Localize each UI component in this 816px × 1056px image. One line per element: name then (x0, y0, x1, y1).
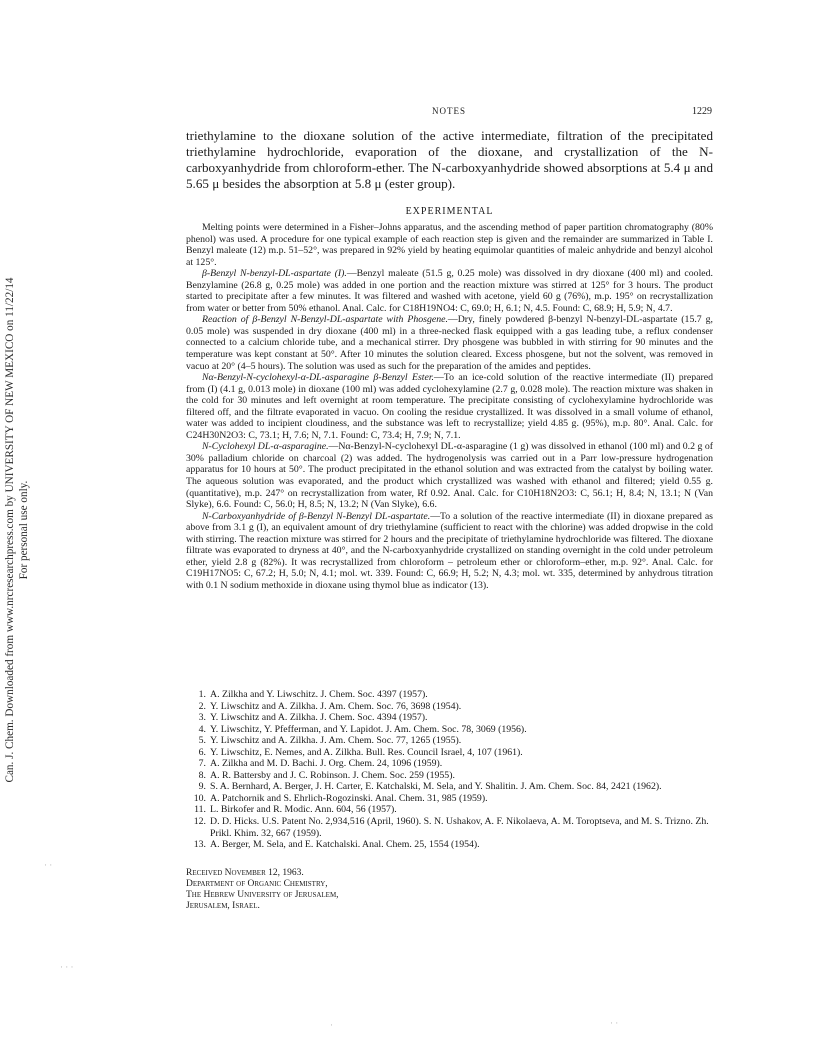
paragraph-text: Melting points were determined in a Fisher–Johns apparatus, and the ascending method of paper partition chromatography (80% phenol) was used. A procedure for one typical example of each reaction step is given and the remainder are summarized in Table I. Benzyl maleate (12) m.p. 51–52°, was prepared in 92% yield by heating equimolar quantities of maleic anhydride and benzyl alcohol at 125°. (186, 222, 713, 268)
reference-number: 13. (193, 839, 206, 851)
reference-text: A. R. Battersby and J. C. Robinson. J. Chem. Soc. 259 (1955). (210, 769, 455, 781)
reference-number: 1. (198, 689, 206, 700)
reference-number: 8. (198, 769, 206, 781)
department: Department of Organic Chemistry, (186, 879, 328, 889)
reference-text: L. Birkofer and R. Modic. Ann. 604, 56 (1957). (210, 804, 397, 816)
scan-speck: · · · (60, 962, 74, 972)
reference-number: 3. (198, 712, 206, 724)
reference-text: D. D. Hicks. U.S. Patent No. 2,934,516 (April, 1960). S. N. Ushakov, A. F. Nikolaeva, A. M. Toroptseva, and M. S. Trizno. Zh. Prikl. Khim. 32, 667 (1959). (210, 816, 709, 839)
paragraph-text: —Benzyl maleate (51.5 g, 0.25 mole) was dissolved in dry dioxane (400 ml) and cooled. Benzylamine (26.8 g, 0.25 mole) was added in one portion and the reaction mixture was stirred at 125° for 3 hours. The product started to precipitate after a few minutes. It was filtered and washed with acetone, yield 60 g (76%), m.p. 195° on recrystallization from water or better from 50% ethanol. Anal. Calc. for C18H19NO4: C, 69.0; H, 6.1; N, 4.5. Found: C, 68.9; H, 5.9; N, 4.7. (186, 268, 713, 314)
header-title: NOTES (432, 106, 466, 116)
watermark-line-1: Can. J. Chem. Downloaded from www.nrcresearchpress.com by UNIVERSITY OF NEW MEXICO on 11/22/14 (4, 277, 16, 783)
received-affiliation (186, 868, 486, 912)
reference-number: 5. (198, 735, 206, 747)
reference-number: 2. (198, 700, 206, 712)
scan-speck: · (330, 1020, 333, 1030)
reference-number: 10. (193, 792, 206, 804)
watermark-line-2: For personal use only. (18, 480, 30, 580)
page-number: 1229 (692, 106, 712, 117)
city: Jerusalem, Israel. (186, 901, 260, 911)
scan-speck: · · (610, 1018, 619, 1028)
reference-number: 12. (193, 816, 206, 828)
paragraph (186, 314, 713, 372)
reference-number: 7. (198, 758, 206, 770)
reference-item (186, 839, 713, 851)
paragraph (186, 441, 713, 510)
download-watermark (0, 0, 34, 1056)
reference-item (186, 701, 713, 713)
reference-item (186, 712, 713, 724)
reference-text: A. Patchornik and S. Ehrlich-Rogozinski. Anal. Chem. 31, 985 (1959). (210, 792, 488, 804)
reference-text: S. A. Bernhard, A. Berger, J. H. Carter, E. Katchalski, M. Sela, and Y. Shalitin. J. Am. Chem. Soc. 84, 2421 (1962). (210, 781, 662, 793)
reference-item (186, 747, 713, 759)
received-date: Received November 12, 1963. (186, 868, 304, 878)
reference-item (186, 735, 713, 747)
paragraph-title: β-Benzyl N-benzyl-DL-aspartate (I). (202, 268, 347, 280)
reference-number: 6. (198, 746, 206, 758)
reference-list (186, 689, 713, 851)
reference-item (186, 816, 713, 839)
reference-item (186, 758, 713, 770)
reference-text: Y. Liwschitz and A. Zilkha. J. Chem. Soc. 4394 (1957). (210, 712, 428, 724)
paragraph-text: —To an ice-cold solution of the reactive intermediate (II) prepared from (I) (4.1 g, 0.013 mole) in dioxane (100 ml) was added cyclohexylamine (2.7 g, 0.028 mole). The reaction mixture was shaken in the cold for 30 minutes and left overnight at room temperature. The precipitate consisting of cyclohexylamine hydrochloride was filtered off, and the filtrate evaporated in vacuo. On cooling the residue crystallized. It was dissolved in a small volume of ethanol, water was added to incipient cloudiness, and the substance was left to recrystallize; yield 4.85 g. (95%), m.p. 80°. Anal. Calc. for C24H30N2O3: C, 73.1; H, 7.6; N, 7.1. Found: C, 73.4; H, 7.9; N, 7.1. (186, 372, 713, 441)
scan-speck: · · (44, 860, 53, 870)
reference-item (186, 793, 713, 805)
reference-item (186, 689, 713, 701)
reference-text: Y. Liwschitz and A. Zilkha. J. Am. Chem. Soc. 76, 3698 (1954). (210, 700, 462, 712)
reference-text: Y. Liwschitz, Y. Pfefferman, and Y. Lapidot. J. Am. Chem. Soc. 78, 3069 (1956). (210, 723, 527, 735)
running-header (186, 106, 712, 120)
paragraph-text: —Dry, finely powdered β-benzyl N-benzyl-DL-aspartate (15.7 g, 0.05 mole) was suspended in dry dioxane (400 ml) in a three-necked flask equipped with a gas leading tube, a reflux condenser connected to a calcium chloride tube, and a mechanical stirrer. Dry phosgene was bubbled in with stirring for 90 minutes and the temperature was kept constant at 50°. After 10 minutes the solution cleared. Excess phosgene, but not the solvent, was removed in vacuo at 20° (4–5 hours). The solution was used as such for the preparation of the amides and peptides. (186, 314, 714, 372)
paragraph-text: —To a solution of the reactive intermediate (II) in dioxane prepared as above from 3.1 g (I), an equivalent amount of dry triethylamine (sufficient to react with the chlorine) was added dropwise in the cold with stirring. The reaction mixture was stirred for 2 hours and the precipitate of triethylamine hydrochloride was filtered. The dioxane filtrate was evaporated to dryness at 40°, and the N-carboxyanhydride crystallized on standing overnight in the cold under petroleum ether, yield 2.8 g (82%). It was recrystallized from chloroform – petroleum ether or chloroform–ether, m.p. 92°. Anal. Calc. for C19H17NO5: C, 67.2; H, 5.0; N, 4.1; mol. wt. 339. Found: C, 66.9; H, 5.2; N, 4.3; mol. wt. 335, determined by anhydrous titration with 0.1 N sodium methoxide in dioxane using thymol blue as indicator (13). (186, 510, 713, 591)
reference-item (186, 804, 713, 816)
paragraph-title: N-Carboxyanhydride of β-Benzyl N-Benzyl DL-aspartate. (202, 510, 431, 522)
reference-text: A. Zilkha and M. D. Bachi. J. Org. Chem. 24, 1096 (1959). (210, 758, 443, 770)
section-heading: EXPERIMENTAL (405, 206, 494, 217)
reference-item (186, 781, 713, 793)
experimental-body (186, 222, 713, 592)
reference-item (186, 724, 713, 736)
paragraph (186, 222, 713, 268)
reference-number: 4. (198, 723, 206, 735)
reference-text: A. Zilkha and Y. Liwschitz. J. Chem. Soc. 4397 (1957). (210, 689, 428, 700)
reference-number: 11. (194, 804, 206, 816)
paragraph (186, 268, 713, 314)
paragraph-title: Nα-Benzyl-N-cyclohexyl-α-DL-asparagine β-Benzyl Ester. (202, 372, 434, 384)
reference-number: 9. (198, 781, 206, 793)
paragraph-title: N-Cyclohexyl DL-α-asparagine. (202, 441, 329, 453)
reference-item (186, 770, 713, 782)
reference-text: A. Berger, M. Sela, and E. Katchalski. Anal. Chem. 25, 1554 (1954). (210, 839, 480, 851)
paragraph (186, 372, 713, 441)
paragraph (186, 511, 713, 592)
reference-text: Y. Liwschitz, E. Nemes, and A. Zilkha. Bull. Res. Council Israel, 4, 107 (1961). (210, 746, 523, 758)
paragraph-title: Reaction of β-Benzyl N-Benzyl-DL-aspartate with Phosgene. (202, 314, 448, 326)
reference-text: Y. Liwschitz and A. Zilkha. J. Am. Chem. Soc. 77, 1265 (1955). (210, 735, 462, 747)
university: The Hebrew University of Jerusalem, (186, 890, 339, 900)
paragraph-text: —Nα-Benzyl-N-cyclohexyl DL-α-asparagine (1 g) was dissolved in ethanol (100 ml) and 0.2 g of 30% palladium chloride on charcoal (2) was added. The hydrogenolysis was carried out in a Parr low-pressure hydrogenation apparatus for 10 hours at 50°. The product precipitated in the ethanol solution and was extracted from the catalyst by boiling water. The aqueous solution was evaporated, and the product which crystallized was washed with ethanol and filtered; yield 0.55 g. (quantitative), m.p. 247° on recrystallization from water, Rf 0.92. Anal. Calc. for C10H18N2O3: C, 56.1; H, 8.4; N, 13.1; N (Van Slyke), 6.6. Found: C, 56.0; H, 8.5; N, 13.2; N (Van Slyke), 6.6. (186, 441, 714, 511)
intro-paragraph: triethylamine to the dioxane solution of the active intermediate, filtration of the precipitated triethylamine hydrochloride, evaporation of the dioxane, and crystallization of the N-carboxyanhydride from chloroform-ether. The N-carboxyanhydride showed absorptions at 5.4 μ and 5.65 μ besides the absorption at 5.8 μ (ester group). (186, 128, 713, 191)
